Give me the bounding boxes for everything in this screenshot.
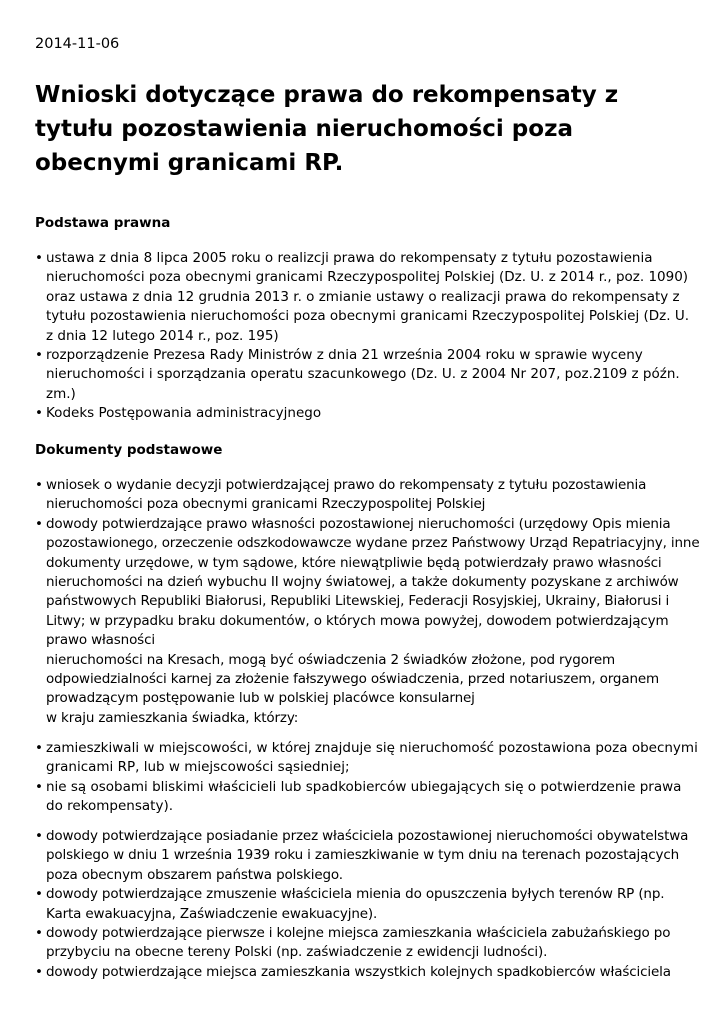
witness-conditions-list [35, 739, 700, 817]
list-item [35, 515, 700, 728]
document-date: 2014-11-06 [35, 36, 120, 52]
list-item-text: • zamieszkiwali w miejscowości, w której znajduje się nieruchomość pozostawiona poza obecnymi granicami RP, lub w miejscowości sąsiedniej; [46, 740, 698, 776]
list-item-text: • Kodeks Postępowania administracyjnego [46, 405, 322, 422]
legal-basis-heading: Podstawa prawna [35, 215, 171, 231]
legal-basis-section [35, 213, 700, 424]
list-item [35, 249, 700, 346]
basic-documents-section [35, 440, 700, 728]
legal-basis-list [35, 249, 700, 424]
list-item [35, 404, 700, 423]
list-item [35, 963, 700, 982]
document-title: Wnioski dotyczące prawa do rekompensaty z tytułu pozostawienia nieruchomości poza obecnymi granicami RP. [35, 82, 619, 176]
list-item [35, 885, 700, 924]
list-item-text: • ustawa z dnia 8 lipca 2005 roku o realizcji prawa do rekompensaty z tytułu pozostawienia nieruchomości poza obecnymi granicami Rzeczypospolitej Polskiej (Dz. U. z 2014 r., poz. 1090) oraz ustawa z dnia 12 grudnia 2013 r. o zmianie ustawy o realizacji prawa do rekompensaty z tytułu pozostawienia nieruchomości poza obecnymi granicami Rzeczypospolitej Polskiej (Dz. U. z dnia 12 lutego 2014 r., poz. 195) [46, 250, 690, 344]
further-documents-list [35, 827, 700, 982]
list-item-text: • wniosek o wydanie decyzji potwierdzającej prawo do rekompensaty z tytułu pozostawienia nieruchomości poza obecnymi granicami Rzeczypospolitej Polskiej [46, 477, 647, 513]
list-item [35, 778, 700, 817]
basic-documents-heading: Dokumenty podstawowe [35, 442, 223, 458]
list-item-text: • dowody potwierdzające posiadanie przez właściciela pozostawionej nieruchomości obywatelstwa polskiego w dniu 1 września 1939 roku i zamieszkiwanie w tym dniu na terenach pozostających poza obecnym obszarem państwa polskiego. [46, 828, 689, 883]
list-item [35, 476, 700, 515]
list-item-text: • dowody potwierdzające zmuszenie właściciela mienia do opuszczenia byłych terenów RP (np. Karta ewakuacyjna, Zaświadczenie ewakuacyjne). [46, 886, 665, 922]
list-item-text: • dowody potwierdzające pierwsze i kolejne miejsca zamieszkania właściciela zabużańskiego po przybyciu na obecne tereny Polski (np. zaświadczenie z ewidencji ludności). [46, 925, 671, 961]
list-item [35, 739, 700, 778]
list-item-text: • dowody potwierdzające miejsca zamieszkania wszystkich kolejnych spadkobierców właściciela [46, 963, 671, 980]
list-item-text: • dowody potwierdzające prawo własności pozostawionej nieruchomości (urzędowy Opis mienia pozostawionego, orzeczenie odszkodowawcze wydane przez Państwowy Urząd Repatriacyjny, inne dokumenty urzędowe, w tym sądowe, które niewątpliwie będą potwierdzały prawo własności nieruchomości na dzień wybuchu II wojny światowej, a także dokumenty pozyskane z archiwów państwowych Republiki Białorusi, Republiki Litewskiej, Federacji Rosyjskiej, Ukrainy, Białorusi i Litwy; w przypadku braku dokumentów, o których mowa powyżej, dowodem potwierdzającym prawo własności nieruchomości na Kresach, mogą być oświadczenia 2 świadków złożone, pod rygorem odpowiedzialności karnej za złożenie fałszywego oświadczenia, przed notariuszem, organem prowadzącym postępowanie lub w polskiej placówce konsularnej w kraju zamieszkania świadka, którzy: [46, 515, 700, 726]
basic-documents-list [35, 476, 700, 728]
witness-conditions-section [35, 739, 700, 817]
list-item-text: • rozporządzenie Prezesa Rady Ministrów z dnia 21 września 2004 roku w sprawie wyceny nieruchomości i sporządzania operatu szacunkowego (Dz. U. z 2004 Nr 207, poz.2109 z późn. zm.) [46, 347, 680, 402]
list-item [35, 827, 700, 885]
further-documents-section [35, 827, 700, 982]
list-item [35, 924, 700, 963]
list-item [35, 346, 700, 404]
list-item-text: • nie są osobami bliskimi właścicieli lub spadkobierców ubiegających się o potwierdzenie prawa do rekompensaty). [46, 778, 682, 815]
